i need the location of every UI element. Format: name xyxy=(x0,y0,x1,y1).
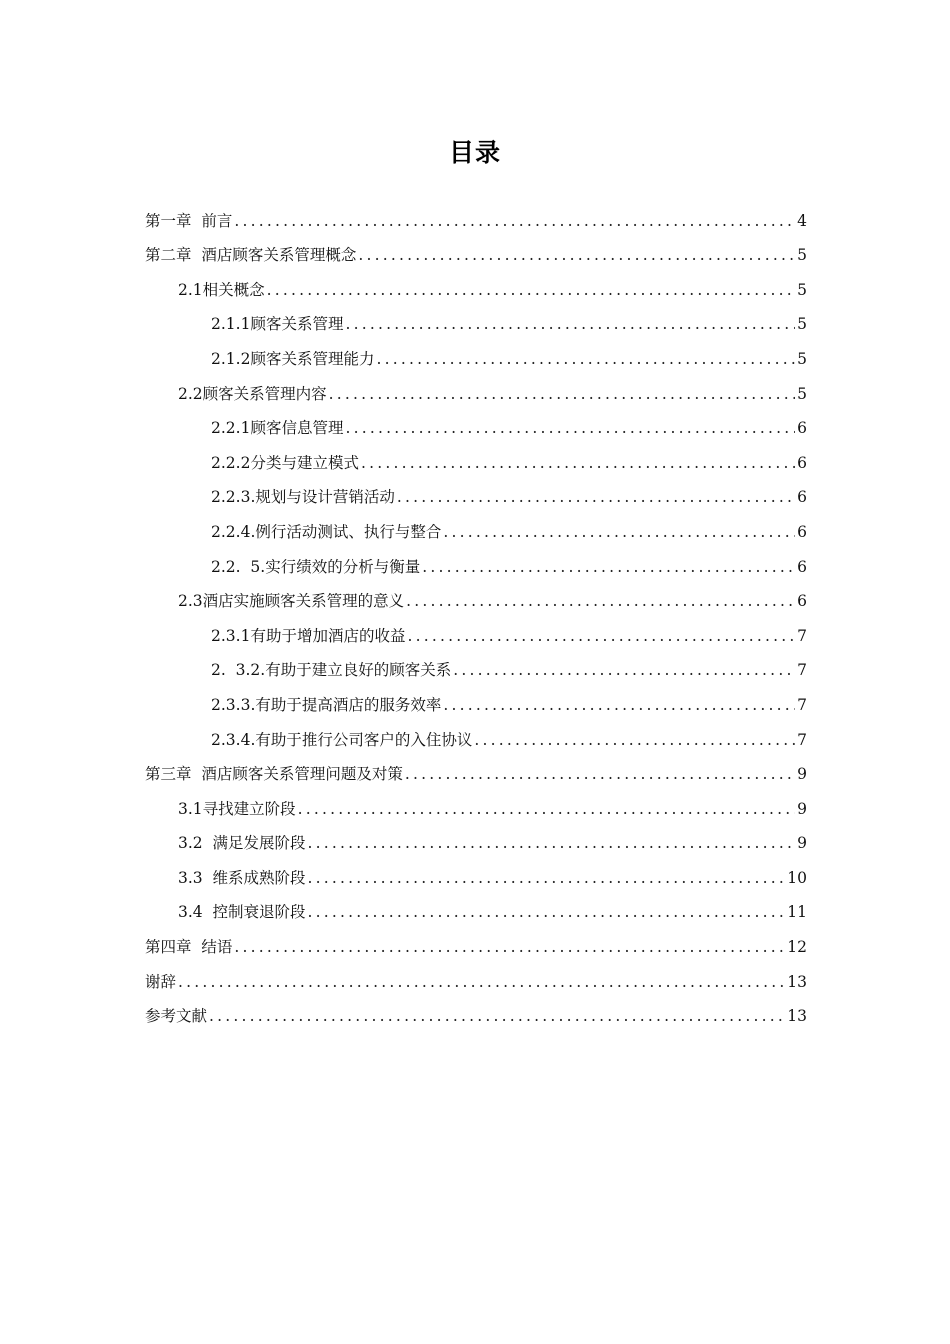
toc-entry-label: 2.2. 5.实行绩效的分析与衡量 xyxy=(211,557,421,576)
toc-leader xyxy=(345,314,795,334)
toc-leader xyxy=(329,384,795,404)
toc-entry-page: 9 xyxy=(797,765,807,784)
toc-list xyxy=(145,196,807,1026)
toc-entry-label: 第一章 前言 xyxy=(145,211,233,230)
toc-entry-label: 3.4 控制衰退阶段 xyxy=(178,903,306,922)
toc-leader xyxy=(345,418,795,438)
toc-entry xyxy=(145,334,807,369)
toc-entry xyxy=(145,784,807,819)
toc-entry-label: 2.2.1顾客信息管理 xyxy=(211,419,344,438)
toc-entry-label: 2.2顾客关系管理内容 xyxy=(178,384,327,403)
toc-entry-page: 6 xyxy=(797,522,807,541)
toc-leader xyxy=(358,245,795,265)
toc-entry xyxy=(145,750,807,785)
toc-entry xyxy=(145,922,807,957)
toc-entry-page: 10 xyxy=(787,868,807,887)
toc-entry xyxy=(145,715,807,750)
toc-entry xyxy=(145,300,807,335)
toc-entry xyxy=(145,369,807,404)
toc-entry-page: 5 xyxy=(797,349,807,368)
toc-entry xyxy=(145,992,807,1027)
toc-entry-label: 2.3酒店实施顾客关系管理的意义 xyxy=(178,592,405,611)
toc-title: 目录 xyxy=(448,138,501,167)
toc-entry-label: 2. 3.2.有助于建立良好的顾客关系 xyxy=(211,661,452,680)
toc-entry-label: 2.1相关概念 xyxy=(178,280,265,299)
toc-leader xyxy=(422,557,795,577)
toc-entry-page: 9 xyxy=(797,834,807,853)
toc-leader xyxy=(308,833,796,853)
toc-entry xyxy=(145,819,807,854)
toc-leader xyxy=(267,280,795,300)
toc-entry-label: 2.2.2分类与建立模式 xyxy=(211,453,359,472)
toc-entry xyxy=(145,438,807,473)
toc-entry xyxy=(145,265,807,300)
toc-entry-label: 第四章 结语 xyxy=(145,938,233,957)
toc-entry-page: 6 xyxy=(797,592,807,611)
toc-leader xyxy=(178,972,785,992)
toc-entry-page: 5 xyxy=(797,315,807,334)
toc-entry-page: 7 xyxy=(797,695,807,714)
toc-entry xyxy=(145,542,807,577)
toc-entry-label: 2.1.2顾客关系管理能力 xyxy=(211,349,375,368)
toc-leader xyxy=(443,522,795,542)
toc-entry-page: 6 xyxy=(797,557,807,576)
toc-entry-label: 2.3.4.有助于推行公司客户的入住协议 xyxy=(211,730,473,749)
toc-entry-page: 6 xyxy=(797,419,807,438)
toc-leader xyxy=(397,487,795,507)
toc-entry-label: 2.2.3.规划与设计营销活动 xyxy=(211,488,395,507)
toc-entry xyxy=(145,577,807,612)
toc-entry-page: 7 xyxy=(797,730,807,749)
toc-entry-label: 参考文献 xyxy=(145,1007,208,1026)
toc-leader xyxy=(406,591,795,611)
toc-entry-page: 12 xyxy=(787,938,807,957)
toc-leader xyxy=(443,695,795,715)
toc-entry-label: 3.2 满足发展阶段 xyxy=(178,834,306,853)
toc-entry-label: 2.1.1顾客关系管理 xyxy=(211,315,344,334)
toc-entry-page: 13 xyxy=(787,972,807,991)
toc-entry-page: 11 xyxy=(787,903,807,922)
toc-entry-label: 谢辞 xyxy=(145,972,177,991)
toc-leader xyxy=(234,937,785,957)
toc-entry-label: 2.3.1有助于增加酒店的收益 xyxy=(211,626,406,645)
toc-entry-label: 2.2.4.例行活动测试、执行与整合 xyxy=(211,522,442,541)
toc-entry-page: 13 xyxy=(787,1007,807,1026)
toc-entry-page: 5 xyxy=(797,280,807,299)
toc-entry xyxy=(145,957,807,992)
toc-entry xyxy=(145,611,807,646)
toc-entry-label: 第三章 酒店顾客关系管理问题及对策 xyxy=(145,765,403,784)
toc-entry xyxy=(145,680,807,715)
toc-entry xyxy=(145,888,807,923)
toc-leader xyxy=(308,902,786,922)
toc-entry-label: 3.1寻找建立阶段 xyxy=(178,799,296,818)
toc-entry-page: 7 xyxy=(797,661,807,680)
toc-entry xyxy=(145,507,807,542)
toc-leader xyxy=(298,799,795,819)
toc-leader xyxy=(474,730,795,750)
toc-leader xyxy=(453,660,795,680)
toc-leader xyxy=(234,211,795,231)
toc-entry-page: 6 xyxy=(797,453,807,472)
toc-leader xyxy=(361,453,795,473)
toc-entry xyxy=(145,473,807,508)
toc-entry-label: 2.3.3.有助于提高酒店的服务效率 xyxy=(211,695,442,714)
toc-leader xyxy=(376,349,795,369)
toc-entry-page: 5 xyxy=(797,246,807,265)
toc-leader xyxy=(405,764,795,784)
toc-entry-page: 6 xyxy=(797,488,807,507)
toc-entry xyxy=(145,646,807,681)
toc-entry-page: 7 xyxy=(797,626,807,645)
toc-leader xyxy=(209,1006,785,1026)
toc-entry-label: 第二章 酒店顾客关系管理概念 xyxy=(145,246,357,265)
toc-entry-page: 5 xyxy=(797,384,807,403)
toc-leader xyxy=(407,626,795,646)
toc-entry xyxy=(145,404,807,439)
toc-entry xyxy=(145,853,807,888)
toc-entry-label: 3.3 维系成熟阶段 xyxy=(178,868,306,887)
toc-entry xyxy=(145,231,807,266)
toc-leader xyxy=(308,868,786,888)
toc-entry-page: 4 xyxy=(797,211,807,230)
toc-entry xyxy=(145,196,807,231)
toc-entry-page: 9 xyxy=(797,799,807,818)
